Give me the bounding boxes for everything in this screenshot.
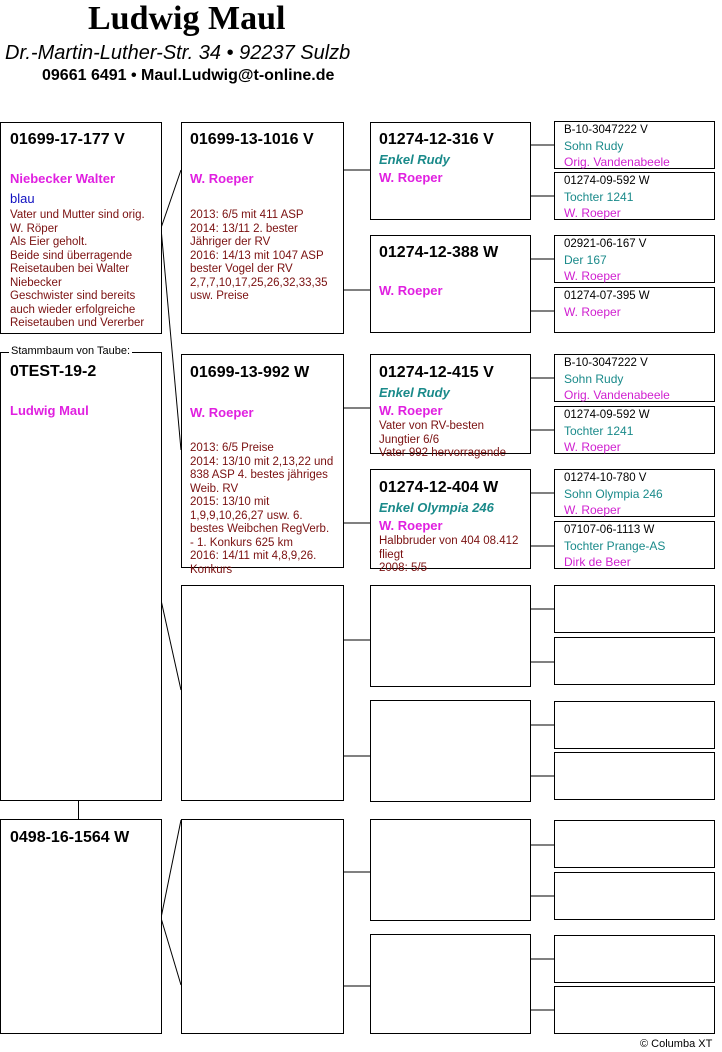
fff-card[interactable] (370, 122, 531, 220)
gen4-ring: 01274-09-592 W (564, 409, 650, 421)
gen4-card[interactable] (554, 521, 715, 569)
father-card[interactable] (0, 122, 162, 334)
fmm-breeder: W. Roeper (379, 518, 443, 533)
subject-owner: Ludwig Maul (10, 403, 89, 418)
gen4-card-empty[interactable] (554, 752, 715, 800)
gen4-card-empty[interactable] (554, 585, 715, 633)
gen4-name: Sohn Rudy (564, 139, 624, 153)
gen4-card-empty[interactable] (554, 872, 715, 920)
gen4-card-empty[interactable] (554, 701, 715, 749)
fff-name: Enkel Rudy (379, 152, 450, 167)
fm-notes: 2013: 6/5 Preise 2014: 13/10 mit 2,13,22 und 838 ASP 4. bestes jähriges Weib. RV 2015: 13/10 mit 1,9,9,10,26,27 usw. 6. bestes Weibchen RegVerb. - 1. Konkurs 625 km 2016: 14/11 mit 4,8,9,26. Konkurs (190, 442, 334, 576)
gen4-card[interactable] (554, 172, 715, 220)
gen4-name: Der 167 (564, 253, 607, 267)
gen4-card[interactable] (554, 406, 715, 454)
fmf-card[interactable] (370, 354, 531, 459)
gen4-name: Sohn Olympia 246 (564, 487, 663, 501)
fff-breeder: W. Roeper (379, 170, 443, 185)
subject-card[interactable] (0, 352, 162, 801)
mff-card[interactable] (370, 585, 531, 687)
father-color: blau (10, 191, 35, 206)
gen4-ring: 01274-09-592 W (564, 175, 650, 187)
mmf-card[interactable] (370, 819, 531, 921)
gen4-card[interactable] (554, 354, 715, 402)
fmm-ring: 01274-12-404 W (379, 479, 499, 496)
gen4-ring: 01274-10-780 V (564, 472, 647, 484)
gen4-ring: B-10-3047222 V (564, 357, 648, 369)
gen4-card[interactable] (554, 235, 715, 283)
gen4-breeder: Dirk de Beer (564, 555, 631, 569)
gen4-card[interactable] (554, 287, 715, 333)
gen4-card[interactable] (554, 469, 715, 517)
gen4-breeder: W. Roeper (564, 503, 621, 517)
gen4-breeder: W. Roeper (564, 269, 621, 283)
gen4-breeder: W. Roeper (564, 440, 621, 454)
fmf-name: Enkel Rudy (379, 385, 450, 400)
gen4-name: Tochter 1241 (564, 190, 634, 204)
fff-ring: 01274-12-316 V (379, 131, 494, 148)
gen4-breeder: W. Roeper (564, 206, 621, 220)
gen4-breeder: Orig. Vandenabeele (564, 388, 670, 402)
gen4-card-empty[interactable] (554, 935, 715, 983)
mf-card[interactable] (181, 585, 344, 801)
fmm-notes: Halbbruder von 404 08.412 fliegt 2008: 5/5 (379, 535, 519, 574)
copyright: © Columba XT (640, 1038, 713, 1050)
fm-breeder: W. Roeper (190, 405, 254, 420)
fmf-notes: Vater von RV-besten Jungtier 6/6 Vater 992 hervorragende (379, 420, 507, 459)
subject-ring: 0TEST-19-2 (10, 363, 97, 380)
gen4-card-empty[interactable] (554, 820, 715, 868)
breeder-name: Ludwig Maul (88, 0, 286, 37)
fmm-name: Enkel Olympia 246 (379, 500, 494, 515)
mmm-card[interactable] (370, 934, 531, 1034)
father-ring: 01699-17-177 V (10, 131, 125, 148)
mm-card[interactable] (181, 819, 344, 1034)
gen4-name: Tochter 1241 (564, 424, 634, 438)
fmf-breeder: W. Roeper (379, 403, 443, 418)
fmf-ring: 01274-12-415 V (379, 364, 494, 381)
mfm-card[interactable] (370, 700, 531, 802)
mother-ring: 0498-16-1564 W (10, 829, 130, 846)
gen4-ring: 07107-06-1113 W (564, 524, 655, 536)
ffm-breeder: W. Roeper (379, 283, 443, 298)
father-breeder: Niebecker Walter (10, 171, 116, 186)
ffm-ring: 01274-12-388 W (379, 244, 499, 261)
breeder-contact: 09661 6491 • Maul.Ludwig@t-online.de (42, 67, 335, 84)
ff-breeder: W. Roeper (190, 171, 254, 186)
ff-ring: 01699-13-1016 V (190, 131, 314, 148)
father-notes: Vater und Mutter sind orig. W. Röper Als Eier geholt. Beide sind überragende Reisetauben bei Walter Niebecker Geschwister sind bereits auch wieder erfolgreiche Reisetauben und Vererber (10, 209, 145, 329)
gen4-breeder: Orig. Vandenabeele (564, 155, 670, 169)
gen4-ring: 02921-06-167 V (564, 238, 647, 250)
gen4-breeder: W. Roeper (564, 305, 621, 319)
fmm-card[interactable] (370, 469, 531, 574)
gen4-name: Tochter Prange-AS (564, 539, 666, 553)
gen4-ring: 01274-07-395 W (564, 290, 650, 302)
gen4-name: Sohn Rudy (564, 372, 624, 386)
gen4-card-empty[interactable] (554, 637, 715, 685)
fm-card[interactable] (181, 354, 344, 576)
stammbaum-label: Stammbaum von Taube: (11, 345, 131, 357)
gen4-card-empty[interactable] (554, 986, 715, 1034)
gen4-card[interactable] (554, 121, 715, 169)
breeder-address: Dr.-Martin-Luther-Str. 34 • 92237 Sulzb (5, 42, 351, 64)
fm-ring: 01699-13-992 W (190, 364, 310, 381)
ff-card[interactable] (181, 122, 344, 334)
gen4-ring: B-10-3047222 V (564, 124, 648, 136)
ffm-card[interactable] (370, 235, 531, 333)
mother-card[interactable] (0, 819, 162, 1034)
ff-notes: 2013: 6/5 mit 411 ASP 2014: 13/11 2. bester Jähriger der RV 2016: 14/13 mit 1047 ASP bester Vogel der RV 2,7,7,10,17,25,26,32,33,35 usw. Preise (190, 209, 328, 302)
